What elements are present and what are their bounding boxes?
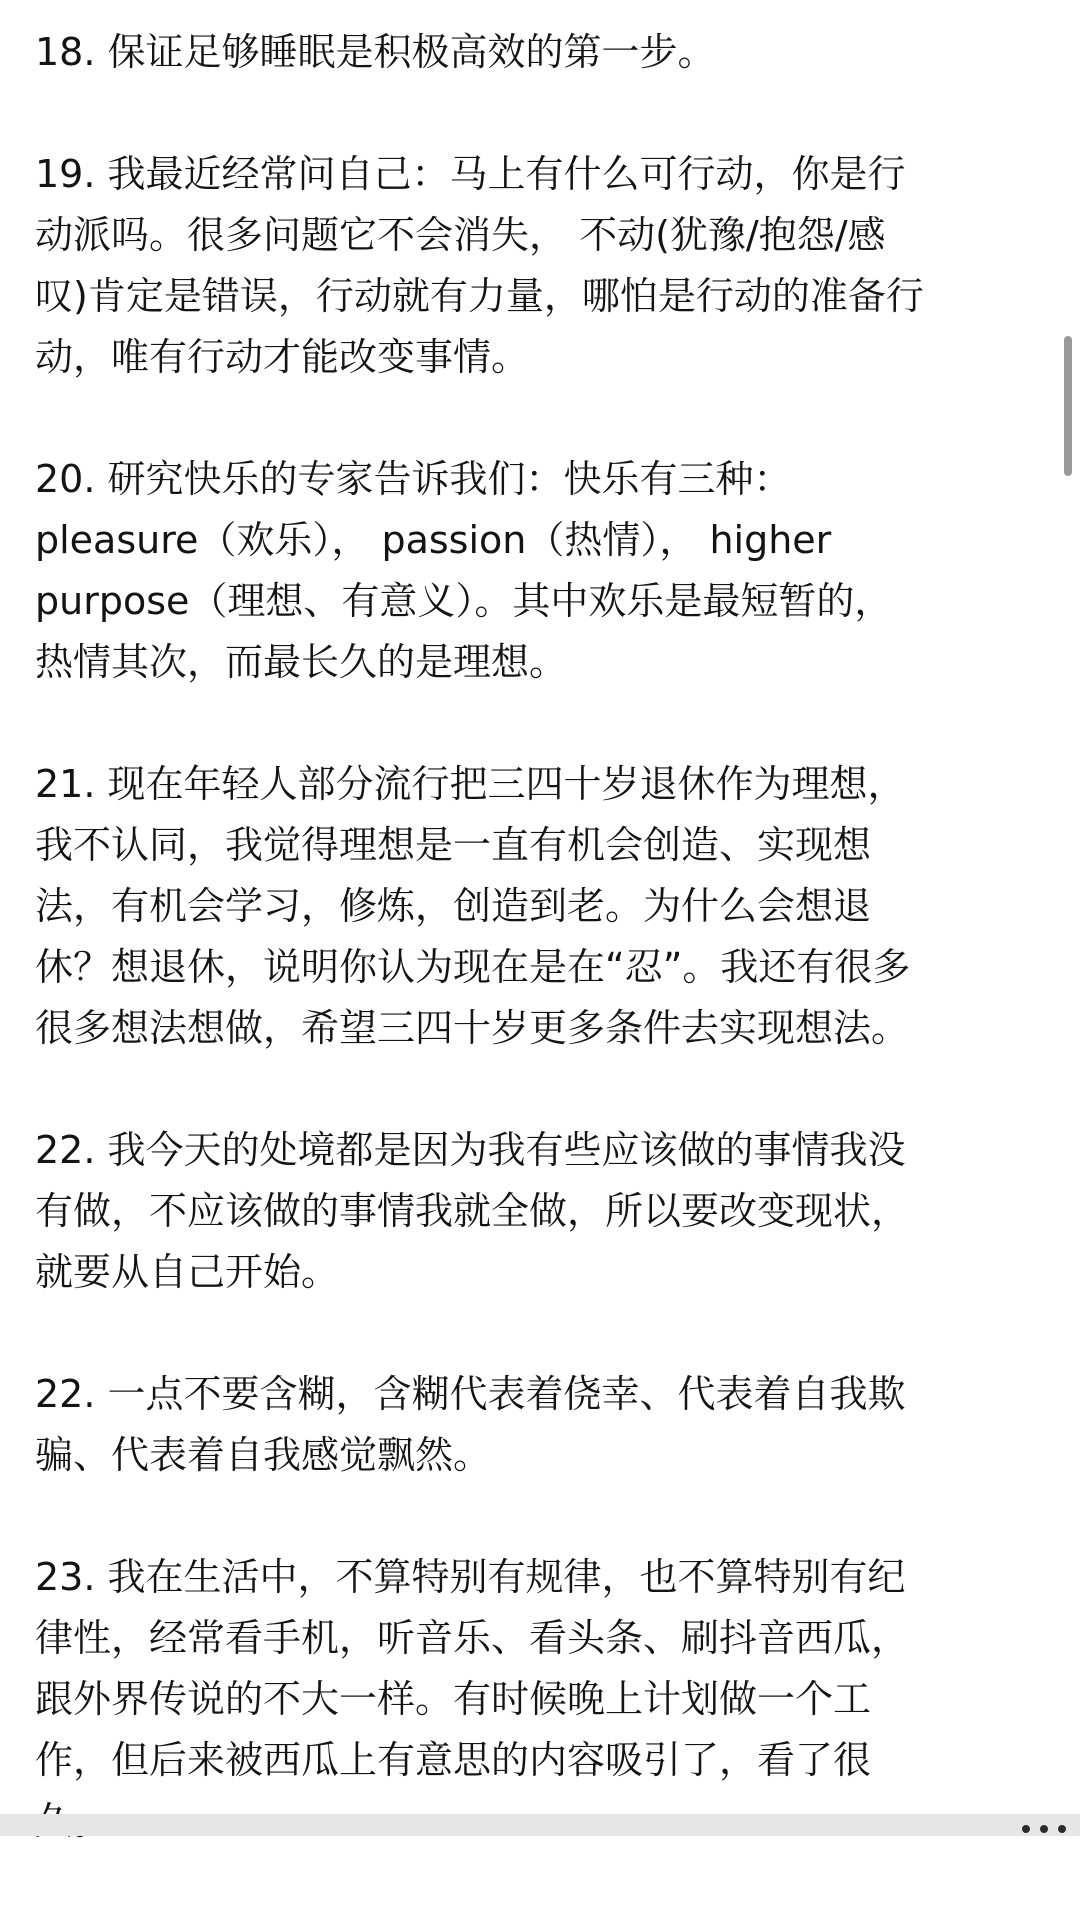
dot xyxy=(1022,1825,1030,1833)
paragraph-22a: 22. 我今天的处境都是因为我有些应该做的事情我没 有做，不应该做的事情我就全做，所以要改变现状， 就要从自己开始。 xyxy=(35,1128,910,1294)
paragraph-23: 23. 我在生活中，不算特别有规律，也不算特别有纪 律性，经常看手机，听音乐、看头条、刷抖音西瓜， 跟外界传说的不大一样。有时候晚上计划做一个工 作，但后来被西瓜上有意思的内容吸引了，看了很 xyxy=(35,1555,910,1782)
more-dots-icon[interactable] xyxy=(1022,1825,1066,1833)
paragraph-22b: 22. 一点不要含糊，含糊代表着侥幸、代表着自我欺 骗、代表着自我感觉飘然。 xyxy=(35,1372,906,1477)
article-body xyxy=(35,22,1045,1913)
paragraph-21: 21. 现在年轻人部分流行把三四十岁退休作为理想， 我不认同，我觉得理想是一直有机会创造、实现想 法，有机会学习，修炼，创造到老。为什么会想退 休？想退休，说明你认为现在是在“忍”。我还有很多 很多想法想做，希望三四十岁更多条件去实现想法。 xyxy=(35,762,911,1050)
paragraph-20: 20. 研究快乐的专家告诉我们：快乐有三种： pleasure（欢乐）， passion（热情）， higher purpose（理想、有意义）。其中欢乐是最短暂的， 热情其次，而最长久的是理想。 xyxy=(35,457,893,684)
bottom-bar xyxy=(0,1814,1080,1836)
dot xyxy=(1058,1825,1066,1833)
scrollbar[interactable] xyxy=(1064,336,1072,476)
dot xyxy=(1040,1825,1048,1833)
paragraph-18: 18. 保证足够睡眠是积极高效的第一步。 xyxy=(35,30,716,74)
paragraph-19: 19. 我最近经常问自己：马上有什么可行动，你是行 动派吗。很多问题它不会消失， 不动(犹豫/抱怨/感 叹)肯定是错误，行动就有力量，哪怕是行动的准备行 动，唯有行动才能改变事情。 xyxy=(35,152,924,379)
